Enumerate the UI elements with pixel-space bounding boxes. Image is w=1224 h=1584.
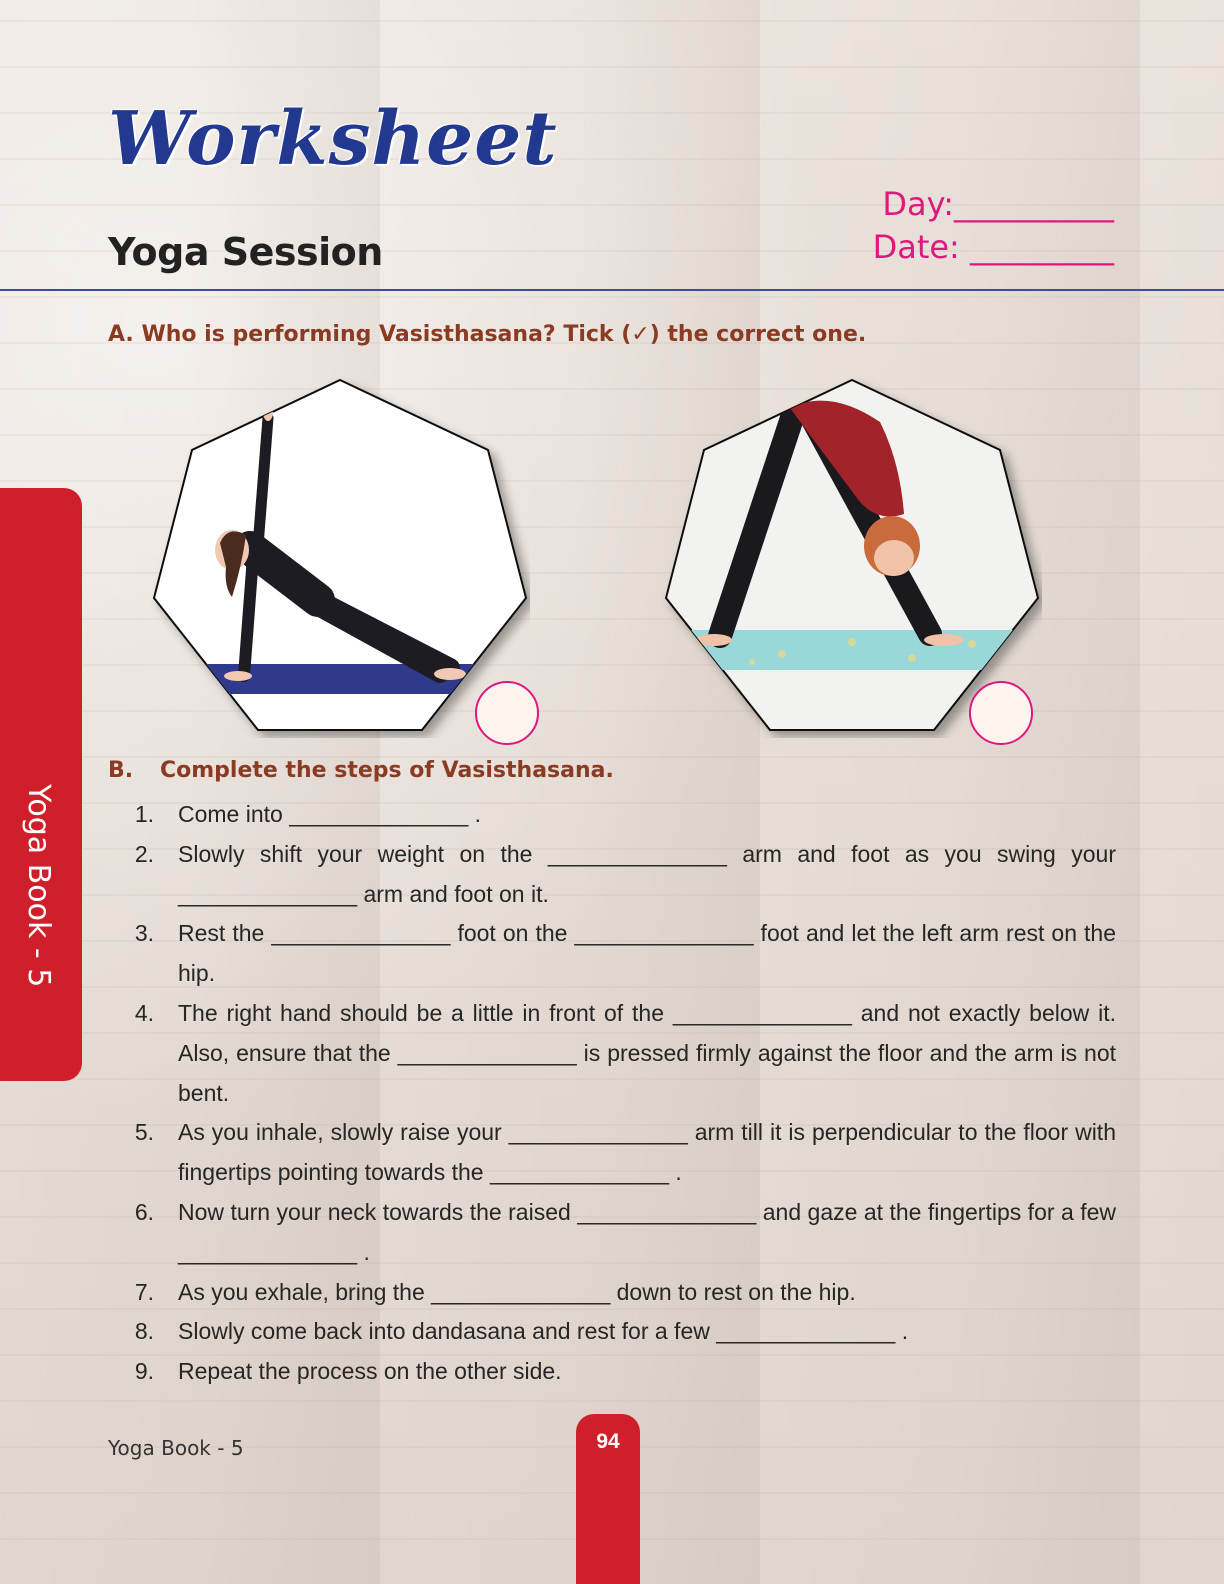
step-text: Slowly shift your weight on the ______________ arm and foot as you swing your ______________ arm and foot on it. bbox=[178, 840, 1116, 907]
step-number: 9. bbox=[134, 1358, 154, 1385]
step-text: Come into ______________ . bbox=[178, 801, 482, 827]
step-number: 2. bbox=[134, 840, 154, 867]
steps-list bbox=[108, 795, 1116, 1392]
step-text: Repeat the process on the other side. bbox=[178, 1358, 562, 1385]
side-plank-image bbox=[150, 378, 530, 738]
step-text: As you exhale, bring the ______________ down to rest on the hip. bbox=[178, 1278, 856, 1305]
question-a: A. Who is performing Vasisthasana? Tick (✓) the correct one. bbox=[108, 322, 867, 347]
step-text: Slowly come back into dandasana and rest for a few ______________ . bbox=[178, 1318, 909, 1345]
page-number: 94 bbox=[596, 1430, 620, 1453]
list-item bbox=[108, 1113, 1116, 1193]
header-divider bbox=[0, 289, 1224, 291]
step-text: Now turn your neck towards the raised ______________ and gaze at the fingertips for a few ______________ . bbox=[178, 1198, 1116, 1265]
list-item bbox=[108, 1273, 1116, 1313]
date-field: Date: _________ bbox=[872, 228, 1114, 266]
list-item bbox=[108, 914, 1116, 994]
step-text: As you inhale, slowly raise your ______________ arm till it is perpendicular to the floor with fingertips pointing towards the ______________ . bbox=[178, 1119, 1116, 1186]
tick-box-2[interactable] bbox=[969, 681, 1033, 745]
step-number: 1. bbox=[134, 801, 154, 827]
side-tab-label: Yoga Book - 5 bbox=[21, 784, 56, 988]
session-subtitle: Yoga Session bbox=[108, 230, 383, 274]
list-item bbox=[108, 835, 1116, 915]
question-b-label: B. bbox=[108, 758, 134, 783]
list-item bbox=[108, 1352, 1116, 1392]
day-field: Day:__________ bbox=[882, 185, 1114, 223]
list-item bbox=[108, 1312, 1116, 1352]
step-number: 4. bbox=[134, 999, 154, 1026]
step-number: 5. bbox=[134, 1119, 154, 1146]
list-item bbox=[108, 994, 1116, 1113]
step-text: Rest the ______________ foot on the ______________ foot and let the left arm rest on the hip. bbox=[178, 920, 1116, 987]
step-number: 3. bbox=[134, 920, 154, 947]
step-number: 7. bbox=[134, 1278, 154, 1305]
list-item bbox=[108, 795, 1116, 835]
worksheet-title: Worksheet bbox=[108, 96, 558, 182]
list-item bbox=[108, 1193, 1116, 1273]
footer-book-title: Yoga Book - 5 bbox=[108, 1436, 244, 1460]
step-text: The right hand should be a little in front of the ______________ and not exactly below it. Also, ensure that the ______________ is pressed firmly against the floor and the arm is not bent. bbox=[178, 999, 1116, 1106]
question-b-heading: Complete the steps of Vasisthasana. bbox=[160, 758, 614, 783]
step-number: 8. bbox=[134, 1318, 154, 1345]
step-number: 6. bbox=[134, 1198, 154, 1225]
tick-box-1[interactable] bbox=[475, 681, 539, 745]
